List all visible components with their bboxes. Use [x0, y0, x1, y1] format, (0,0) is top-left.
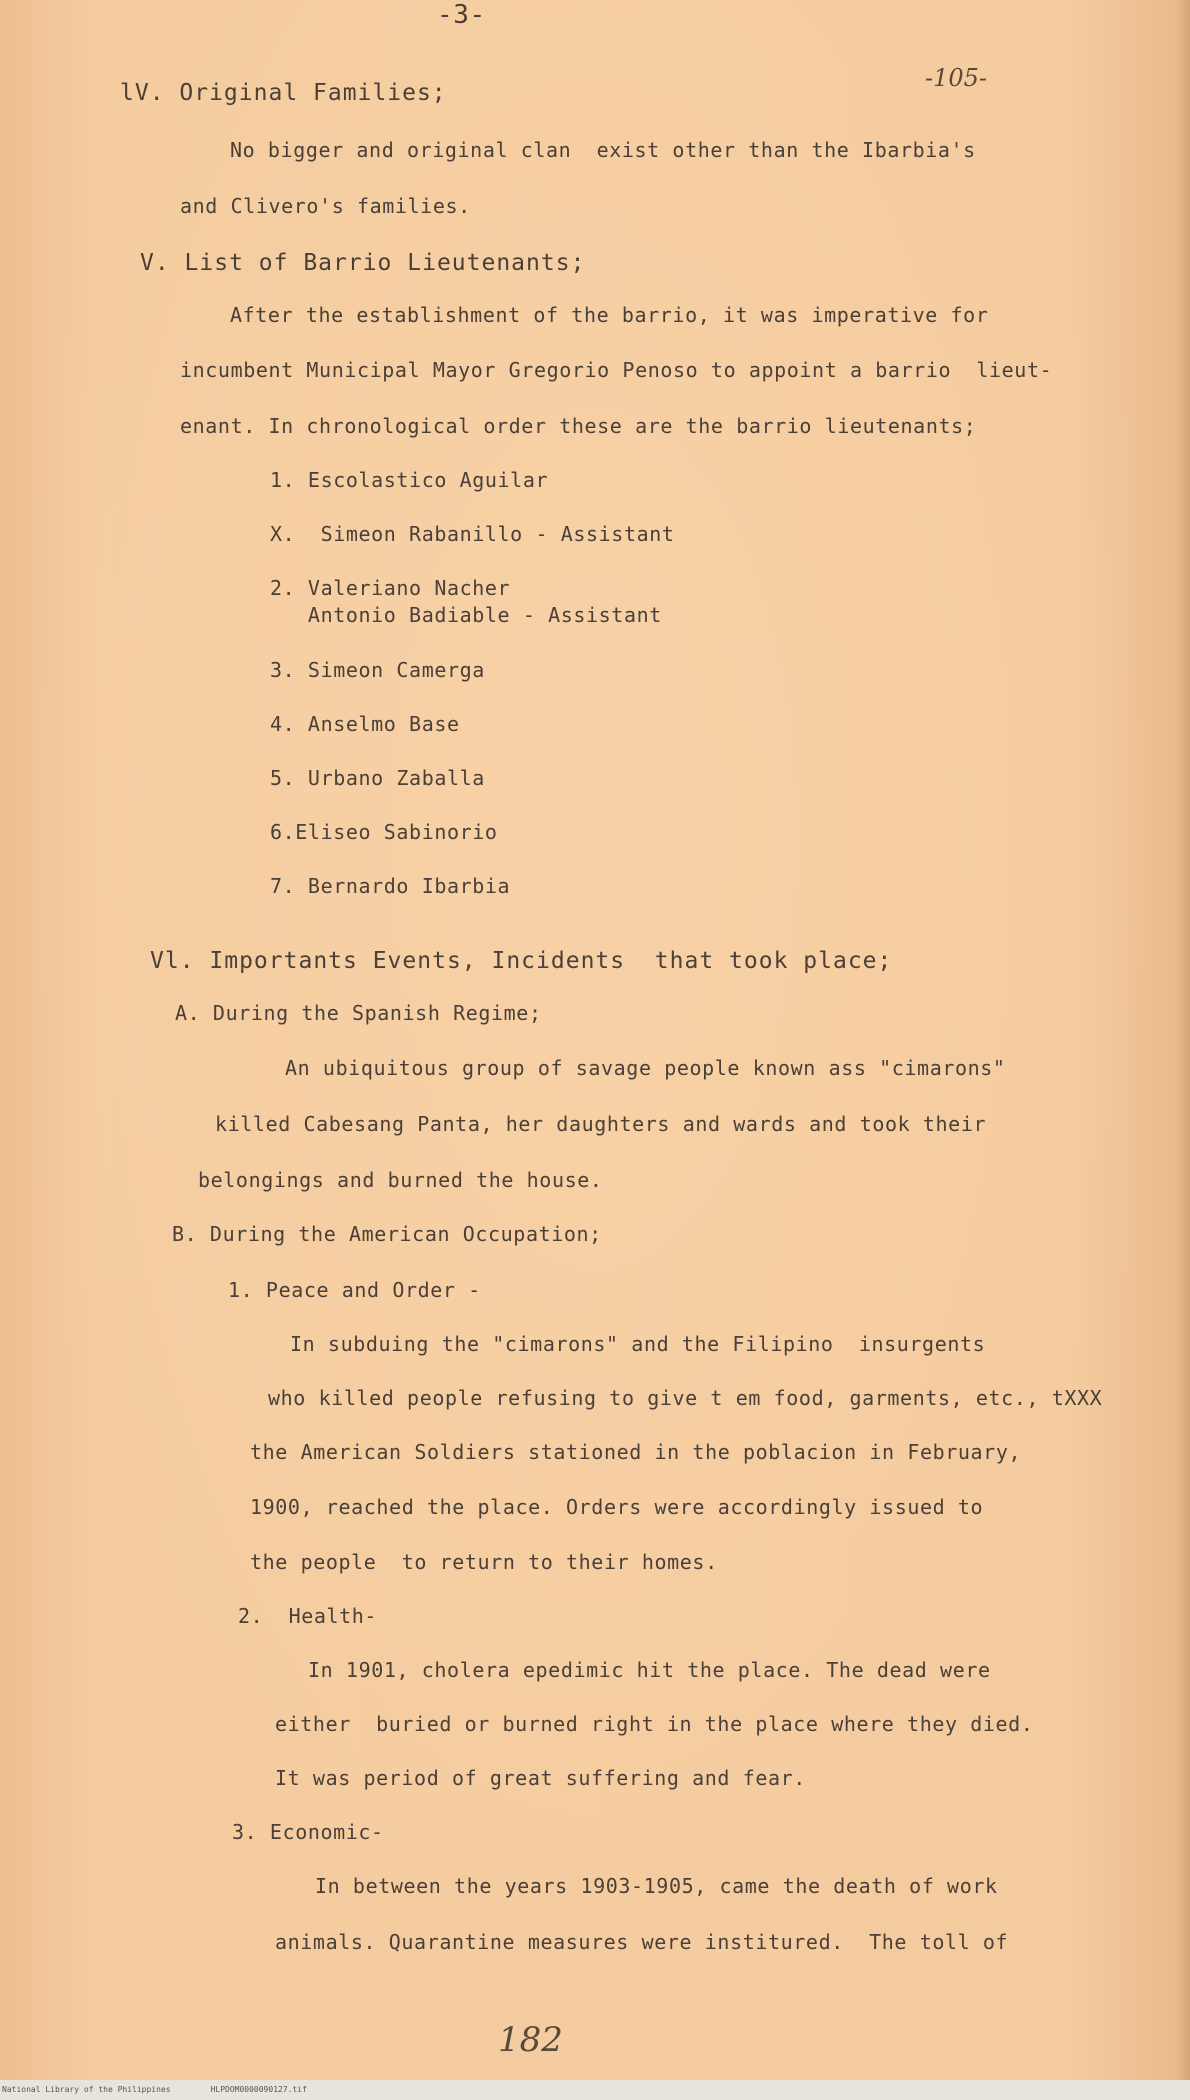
section-v-heading: V. List of Barrio Lieutenants; [140, 250, 586, 276]
scan-footer [0, 2080, 1190, 2100]
lieutenant-item: 4. Anselmo Base [270, 712, 460, 736]
section-vi-b1-line: 1900, reached the place. Orders were accordingly issued to [250, 1495, 984, 1519]
lieutenant-item: 7. Bernardo Ibarbia [270, 874, 511, 898]
section-vi-b3-line: animals. Quarantine measures were institured. The toll of [275, 1930, 1009, 1954]
lieutenant-item: X. Simeon Rabanillo - Assistant [270, 522, 675, 546]
section-iv-line: and Clivero's families. [180, 194, 471, 218]
footer-library-name: National Library of the Philippines [2, 2085, 171, 2094]
section-vi-b1-line: the American Soldiers stationed in the poblacion in February, [250, 1440, 1022, 1464]
section-vi-a-line: belongings and burned the house. [198, 1168, 603, 1192]
section-vi-b1-heading: 1. Peace and Order - [228, 1278, 481, 1302]
lieutenant-item: 3. Simeon Camerga [270, 658, 485, 682]
section-iv-heading: lV. Original Families; [120, 80, 447, 106]
section-vi-heading: Vl. Importants Events, Incidents that took place; [150, 948, 893, 974]
section-v-line: incumbent Municipal Mayor Gregorio Penoso to appoint a barrio lieut- [180, 358, 1053, 382]
section-vi-b2-line: In 1901, cholera epedimic hit the place. The dead were [308, 1658, 991, 1682]
section-vi-b1-line: who killed people refusing to give t em food, garments, etc., tXXX [268, 1386, 1103, 1410]
section-vi-b-heading: B. During the American Occupation; [172, 1222, 602, 1246]
section-vi-a-line: An ubiquitous group of savage people known ass "cimarons" [285, 1056, 1006, 1080]
section-v-line: After the establishment of the barrio, it was imperative for [230, 303, 989, 327]
lieutenant-item: 1. Escolastico Aguilar [270, 468, 549, 492]
section-vi-b1-line: In subduing the "cimarons" and the Filipino insurgents [290, 1332, 986, 1356]
page-number: -3- [437, 0, 486, 30]
section-iv-line: No bigger and original clan exist other than the Ibarbia's [230, 138, 976, 162]
section-vi-b3-line: In between the years 1903-1905, came the death of work [315, 1874, 998, 1898]
lieutenant-item: 2. Valeriano Nacher [270, 576, 511, 600]
section-vi-b2-line: It was period of great suffering and fear. [275, 1766, 806, 1790]
paper-edge-shadow [1176, 0, 1190, 2100]
lieutenant-item: Antonio Badiable - Assistant [270, 603, 662, 627]
lieutenant-item: 6.Eliseo Sabinorio [270, 820, 498, 844]
handwritten-folio-number: 182 [498, 2020, 563, 2060]
section-vi-b2-heading: 2. Health- [238, 1604, 378, 1628]
section-vi-a-line: killed Cabesang Panta, her daughters and wards and took their [215, 1112, 987, 1136]
footer-file-name: HLPDOM0000090127.tif [210, 2085, 307, 2094]
section-v-line: enant. In chronological order these are the barrio lieutenants; [180, 414, 977, 438]
section-vi-b1-line: the people to return to their homes. [250, 1550, 718, 1574]
handwritten-page-number: -105- [925, 64, 988, 92]
section-vi-b2-line: either buried or burned right in the place where they died. [275, 1712, 1034, 1736]
lieutenant-item: 5. Urbano Zaballa [270, 766, 485, 790]
section-vi-a-heading: A. During the Spanish Regime; [175, 1001, 542, 1025]
section-vi-b3-heading: 3. Economic- [232, 1820, 384, 1844]
